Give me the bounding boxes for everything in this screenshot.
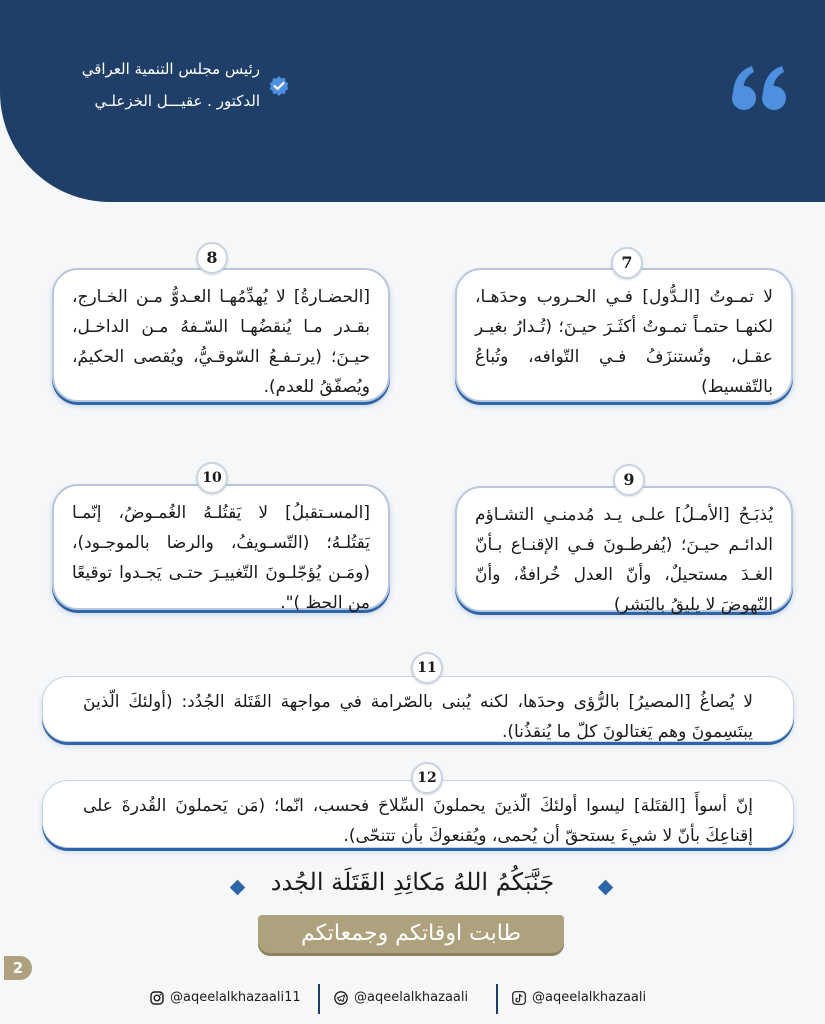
social-instagram[interactable] [150,990,301,1005]
quote-marks-icon [728,58,790,120]
footer-divider [496,984,498,1014]
instagram-icon [150,991,164,1005]
author-title: رئيس مجلس التنمية العراقي [81,60,260,78]
point-card-7 [455,268,793,402]
point-text: لا يُصاغُ [المصيرُ] بالرُّؤى وحدَها، لكنه يُبنى بالصّرامة في مواجهة القَتَلة الجُدُد: (أولئكَ الّذينَ يبتَسِمونَ وهم يَغتالونَ كلّ ما يُنقذُنا). [83,692,753,742]
point-number-7: 7 [611,247,643,279]
point-number-12: 12 [411,762,443,794]
point-number-8: 8 [196,242,228,274]
header-banner [0,0,825,202]
telegram-icon [334,991,348,1005]
point-text: [الحضـارةُ] لا يُهدِّمُهـا العـدوُّ مـن الخـارج، بقـدر مـا يُنقضُهـا السّـفهُ مـن الداخـل، حيـنَ؛ (يرتـفـعُ السّوقـيُّ، ويُقصى الحكيمُ، ويُصفّقُ للعدم). [72,287,370,397]
point-text: يُذبَـحُ [الأمـلُ] علـى يـد مُدمنـي التشـاؤم الدائـم حيـنَ؛ (يُفرطـونَ فـي الإقنـاع بـأنّ الغـدَ مستحيلٌ، وأنّ العدل خُرافةٌ، وأنّ النّهوضَ لا يليقُ بالبَشر) [475,505,773,615]
author-name: الدكتور . عقيـــل الخزعلـي [94,92,260,110]
point-number-10: 10 [196,462,228,494]
social-footer [0,984,825,1016]
footer-divider [318,984,320,1014]
social-telegram[interactable] [334,990,468,1005]
verified-badge-icon [268,75,290,97]
point-number-9: 9 [613,464,645,496]
point-text: [المسـتقبلُ] لا يَقتُلـهُ الغُمـوضُ، إنّمـا يَقتُلـهُ؛ (التّسـويفُ، والرضا بالموجـود)، (ومَـن يُؤجّلـونَ التّغييـرَ حتـى يَجـدوا توقيعًا من الحظ )". [72,503,370,613]
point-text: لا تمـوتُ [الـدُّول] فـي الحـروب وحدَهـا، لكنهـا حتمـاً تمـوتُ أكثَـرَ حيـنَ؛ (تُـدارُ بغيـر عقـل، وتُستنزَفُ فـي التّوافه، وتُباعُ بالتّقسيط) [475,287,773,397]
social-tiktok[interactable] [512,990,646,1005]
tiktok-icon [512,991,526,1005]
point-card-8 [52,268,390,402]
social-handle: @aqeelalkhazaali11 [170,990,301,1005]
greeting-banner: طابت اوقاتكم وجمعاتكم [258,915,564,953]
social-handle: @aqeelalkhazaali [354,990,469,1005]
social-handle: @aqeelalkhazaali [532,990,647,1005]
page-number: 2 [4,956,32,980]
point-card-11 [42,676,794,742]
point-card-10 [52,484,390,613]
point-card-9 [455,486,793,615]
prayer-line: جَنَّبَكُمُ اللهُ مَكائِدِ القَتَلَة الجُدد [270,868,555,896]
point-number-11: 11 [411,652,443,684]
point-text: إنّ أسوأَ [القتَلة] ليسوا أولئكَ الّذينَ يحملونَ السِّلاحَ فحسب، انّما؛ (مَن يَحملونَ القُدرةَ على إقناعِكَ بأنّ لا شيءَ يستحقّ أن يُحمى، ويُقنعوكَ بأن تتنحّى). [83,796,753,846]
